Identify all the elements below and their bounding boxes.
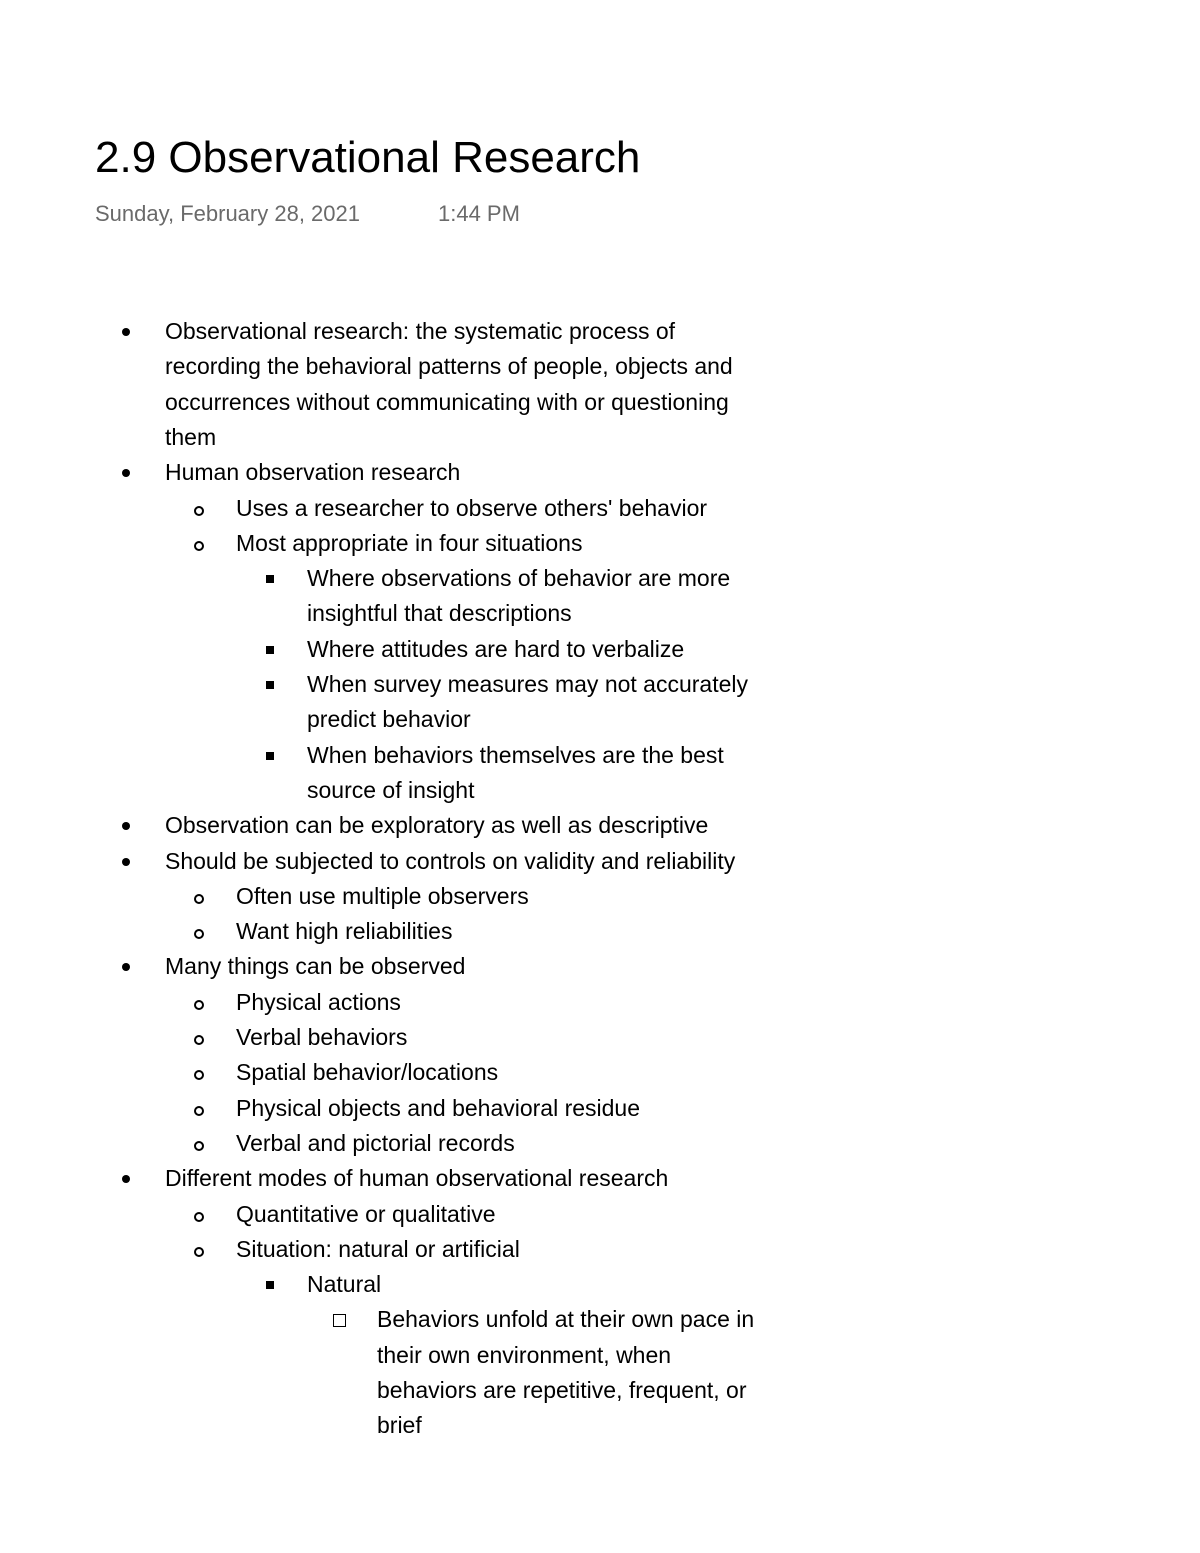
note-line: Human observation research <box>165 459 461 486</box>
note-line: Verbal behaviors <box>236 1024 408 1050</box>
bullet-circle-icon <box>189 1232 209 1257</box>
note-line: Behaviors unfold at their own pace in <box>377 1306 755 1333</box>
bullet-dot-icon <box>116 455 136 477</box>
note-line: Most appropriate in four situations <box>236 529 583 556</box>
note-line: Physical actions <box>236 988 401 1015</box>
note-line: Often use multiple observers <box>236 882 529 909</box>
note-line: Situation: natural or artificial <box>236 1235 520 1262</box>
note-line: Physical objects and behavioral residue <box>236 1094 641 1121</box>
note-date: Sunday, February 28, 2021 <box>95 201 360 226</box>
note-line: Observation can be exploratory as well as descriptive <box>165 812 709 839</box>
bullet-circle-icon <box>189 1197 209 1222</box>
bullet-square-icon <box>260 1267 280 1289</box>
note-line: brief <box>377 1412 422 1439</box>
note-line: insightful that descriptions <box>307 600 572 627</box>
bullet-square-icon <box>260 632 280 654</box>
note-line: Where attitudes are hard to verbalize <box>307 635 685 662</box>
note-line: Natural <box>307 1271 382 1298</box>
note-line: Spatial behavior/locations <box>236 1059 499 1086</box>
bullet-dot-icon <box>116 1161 136 1183</box>
bullet-dot-icon <box>116 314 136 336</box>
note-time: 1:44 PM <box>438 201 520 226</box>
bullet-dot-icon <box>116 949 136 971</box>
note-line: When behaviors themselves are the best <box>307 741 724 768</box>
note-line: behaviors are repetitive, frequent, or <box>377 1377 747 1403</box>
note-line: Should be subjected to controls on validity and reliability <box>165 847 736 874</box>
page-title: 2.9 Observational Research <box>95 133 641 182</box>
note-line: predict behavior <box>307 706 471 733</box>
bullet-square-icon <box>260 561 280 583</box>
note-line: When survey measures may not accurately <box>307 671 749 697</box>
note-line: Different modes of human observational research <box>165 1165 669 1192</box>
bullet-dot-icon <box>116 808 136 830</box>
bullet-dot-icon <box>116 844 136 866</box>
note-line: them <box>165 423 217 450</box>
note-line: Uses a researcher to observe others' behavior <box>236 494 708 521</box>
note-line: Where observations of behavior are more <box>307 565 731 592</box>
note-line: occurrences without communicating with or questioning <box>165 388 729 415</box>
note-line: Observational research: the systematic process of <box>165 318 676 344</box>
bullet-circle-icon <box>189 1020 209 1045</box>
note-line: recording the behavioral patterns of people, objects and <box>165 353 733 380</box>
bullet-circle-icon <box>189 1091 209 1116</box>
bullet-circle-icon <box>189 1055 209 1080</box>
note-line: Many things can be observed <box>165 953 466 980</box>
note-line: source of insight <box>307 776 475 803</box>
note-line: Quantitative or qualitative <box>236 1200 496 1227</box>
bullet-circle-icon <box>189 985 209 1010</box>
note-line: Want high reliabilities <box>236 918 453 945</box>
bullet-circle-icon <box>189 491 209 516</box>
note-line: Verbal and pictorial records <box>236 1129 515 1156</box>
bullet-box-icon <box>329 1302 349 1327</box>
note-body <box>0 314 1200 1439</box>
bullet-square-icon <box>260 667 280 689</box>
note-line: their own environment, when <box>377 1341 672 1368</box>
bullet-circle-icon <box>189 914 209 939</box>
bullet-circle-icon <box>189 1126 209 1151</box>
bullet-square-icon <box>260 738 280 760</box>
bullet-circle-icon <box>189 526 209 551</box>
bullet-circle-icon <box>189 879 209 904</box>
